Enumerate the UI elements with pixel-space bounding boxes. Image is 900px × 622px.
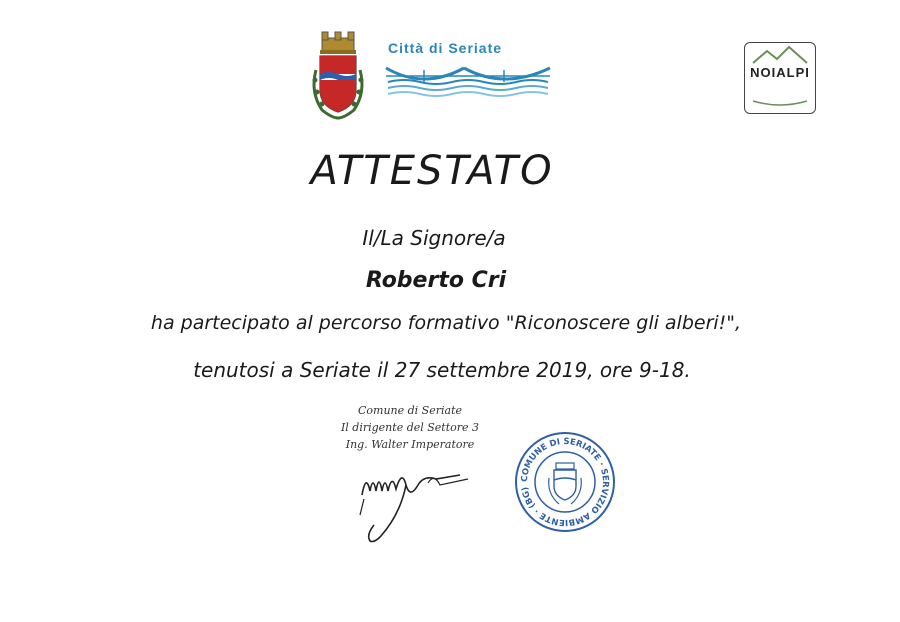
certificate-title: ATTESTATO xyxy=(310,148,554,194)
stamp-ring-text: COMUNE DI SERIATE · SERVIZIO AMBIENTE · (BG) xyxy=(519,436,611,528)
participation-text: ha partecipato al percorso formativo "Riconoscere gli alberi!", xyxy=(150,312,742,334)
signatory-block xyxy=(330,402,490,453)
handwritten-signature xyxy=(340,455,480,545)
signatory-office: Comune di Seriate xyxy=(357,404,462,417)
bridge-wave-icon xyxy=(384,60,554,100)
noialpi-logo xyxy=(744,42,816,114)
recipient-name: Roberto Cri xyxy=(365,268,507,293)
svg-text:COMUNE DI SERIATE · SERVIZIO A xyxy=(520,437,610,527)
municipal-stamp xyxy=(513,430,617,534)
date-text: tenutosi a Seriate il 27 settembre 2019, ore 9-18. xyxy=(193,358,691,382)
city-logo-text: Città di Seriate xyxy=(388,40,503,56)
partner-logo-text: NOIALPI xyxy=(750,65,810,80)
coat-of-arms-logo xyxy=(308,30,368,124)
signatory-role: Il dirigente del Settore 3 xyxy=(340,421,480,434)
signatory-name: Ing. Walter Imperatore xyxy=(345,438,475,451)
city-of-seriate-logo xyxy=(384,40,554,100)
salutation-text: Il/La Signore/a xyxy=(362,226,506,250)
